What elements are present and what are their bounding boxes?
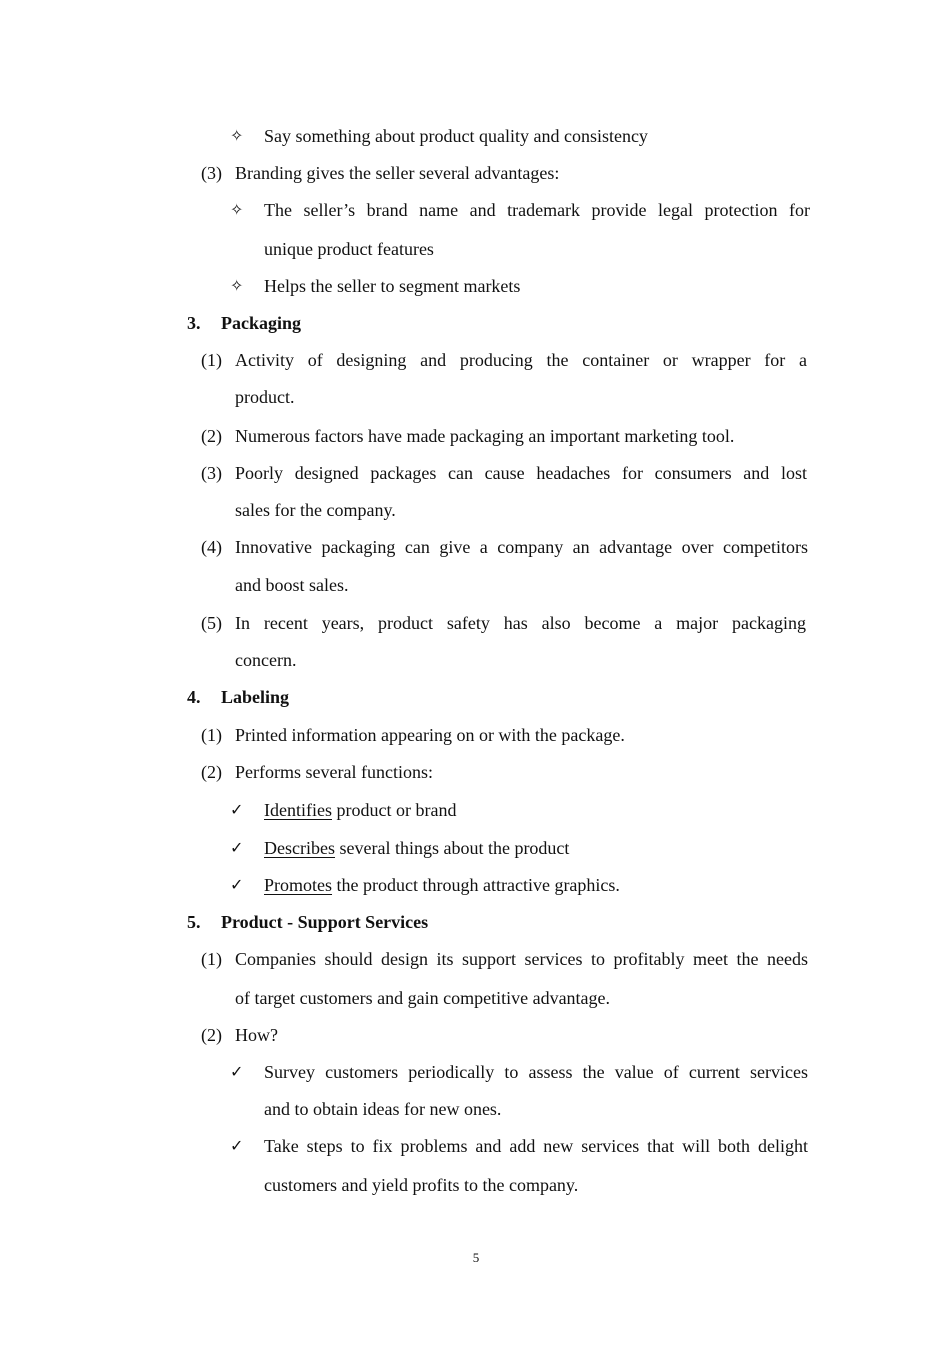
packaging-p3-line1: Poorly designed packages can cause headaches for consumers and lost [235, 463, 807, 483]
support-p1-line1: Companies should design its support services to profitably meet the needs [235, 949, 808, 969]
check-bullet-icon: ✓ [230, 800, 244, 819]
labeling-p1-text: Printed information appearing on or with the package. [235, 725, 625, 745]
branding-p3-number: (3) [201, 163, 222, 183]
labeling-function-2 [264, 836, 569, 860]
support-how2-line1: Take steps to fix problems and add new services that will both delight [264, 1136, 808, 1156]
labeling-p1-number: (1) [201, 725, 222, 745]
branding-item-text: Say something about product quality and consistency [264, 126, 648, 146]
packaging-p4-line2: and boost sales. [235, 575, 349, 595]
section-title-labeling: Labeling [221, 687, 290, 707]
support-p1-line2: of target customers and gain competitive advantage. [235, 988, 611, 1008]
function-description: several things about the product [334, 838, 570, 858]
support-p2-number: (2) [201, 1025, 222, 1045]
packaging-p5-number: (5) [201, 613, 222, 633]
section-number-packaging: 3. [187, 313, 201, 333]
packaging-p3-line2: sales for the company. [235, 500, 396, 520]
diamond-bullet-icon: ✧ [230, 126, 244, 145]
section-number-labeling: 4. [187, 687, 201, 707]
section-number-support: 5. [187, 912, 201, 932]
check-bullet-icon: ✓ [230, 1136, 244, 1155]
page-number: 5 [472, 1250, 480, 1265]
support-how1-line1: Survey customers periodically to assess the value of current services [264, 1062, 808, 1082]
packaging-p4-number: (4) [201, 537, 222, 557]
function-keyword: Describes [264, 838, 335, 858]
labeling-p2-number: (2) [201, 762, 222, 782]
packaging-p5-line2: concern. [235, 650, 297, 670]
function-description: product or brand [331, 800, 457, 820]
support-p1-number: (1) [201, 949, 222, 969]
branding-p3-text: Branding gives the seller several advantages: [235, 163, 560, 183]
diamond-bullet-icon: ✧ [230, 200, 244, 219]
check-bullet-icon: ✓ [230, 838, 244, 857]
branding-adv1-line2: unique product features [264, 239, 434, 259]
packaging-p1-line1: Activity of designing and producing the container or wrapper for a [235, 350, 807, 370]
packaging-p2-text: Numerous factors have made packaging an important marketing tool. [235, 426, 735, 446]
branding-adv2-text: Helps the seller to segment markets [264, 276, 521, 296]
labeling-p2-text: Performs several functions: [235, 762, 433, 782]
packaging-p5-line1: In recent years, product safety has also become a major packaging [235, 613, 806, 633]
check-bullet-icon: ✓ [230, 875, 244, 894]
function-keyword: Promotes [264, 875, 333, 895]
section-title-support: Product - Support Services [221, 912, 429, 932]
support-how1-line2: and to obtain ideas for new ones. [264, 1099, 502, 1119]
branding-adv1-line1: The seller’s brand name and trademark provide legal protection for [264, 200, 810, 220]
support-p2-text: How? [235, 1025, 278, 1045]
packaging-p4-line1: Innovative packaging can give a company an advantage over competitors [235, 537, 808, 557]
check-bullet-icon: ✓ [230, 1062, 244, 1081]
labeling-function-1 [264, 798, 456, 822]
function-keyword: Identifies [264, 800, 332, 820]
diamond-bullet-icon: ✧ [230, 276, 244, 295]
section-title-packaging: Packaging [221, 313, 302, 333]
packaging-p2-number: (2) [201, 426, 222, 446]
packaging-p3-number: (3) [201, 463, 222, 483]
packaging-p1-number: (1) [201, 350, 222, 370]
labeling-function-3 [264, 873, 620, 897]
packaging-p1-line2: product. [235, 387, 295, 407]
function-description: the product through attractive graphics. [332, 875, 620, 895]
support-how2-line2: customers and yield profits to the company. [264, 1175, 579, 1195]
